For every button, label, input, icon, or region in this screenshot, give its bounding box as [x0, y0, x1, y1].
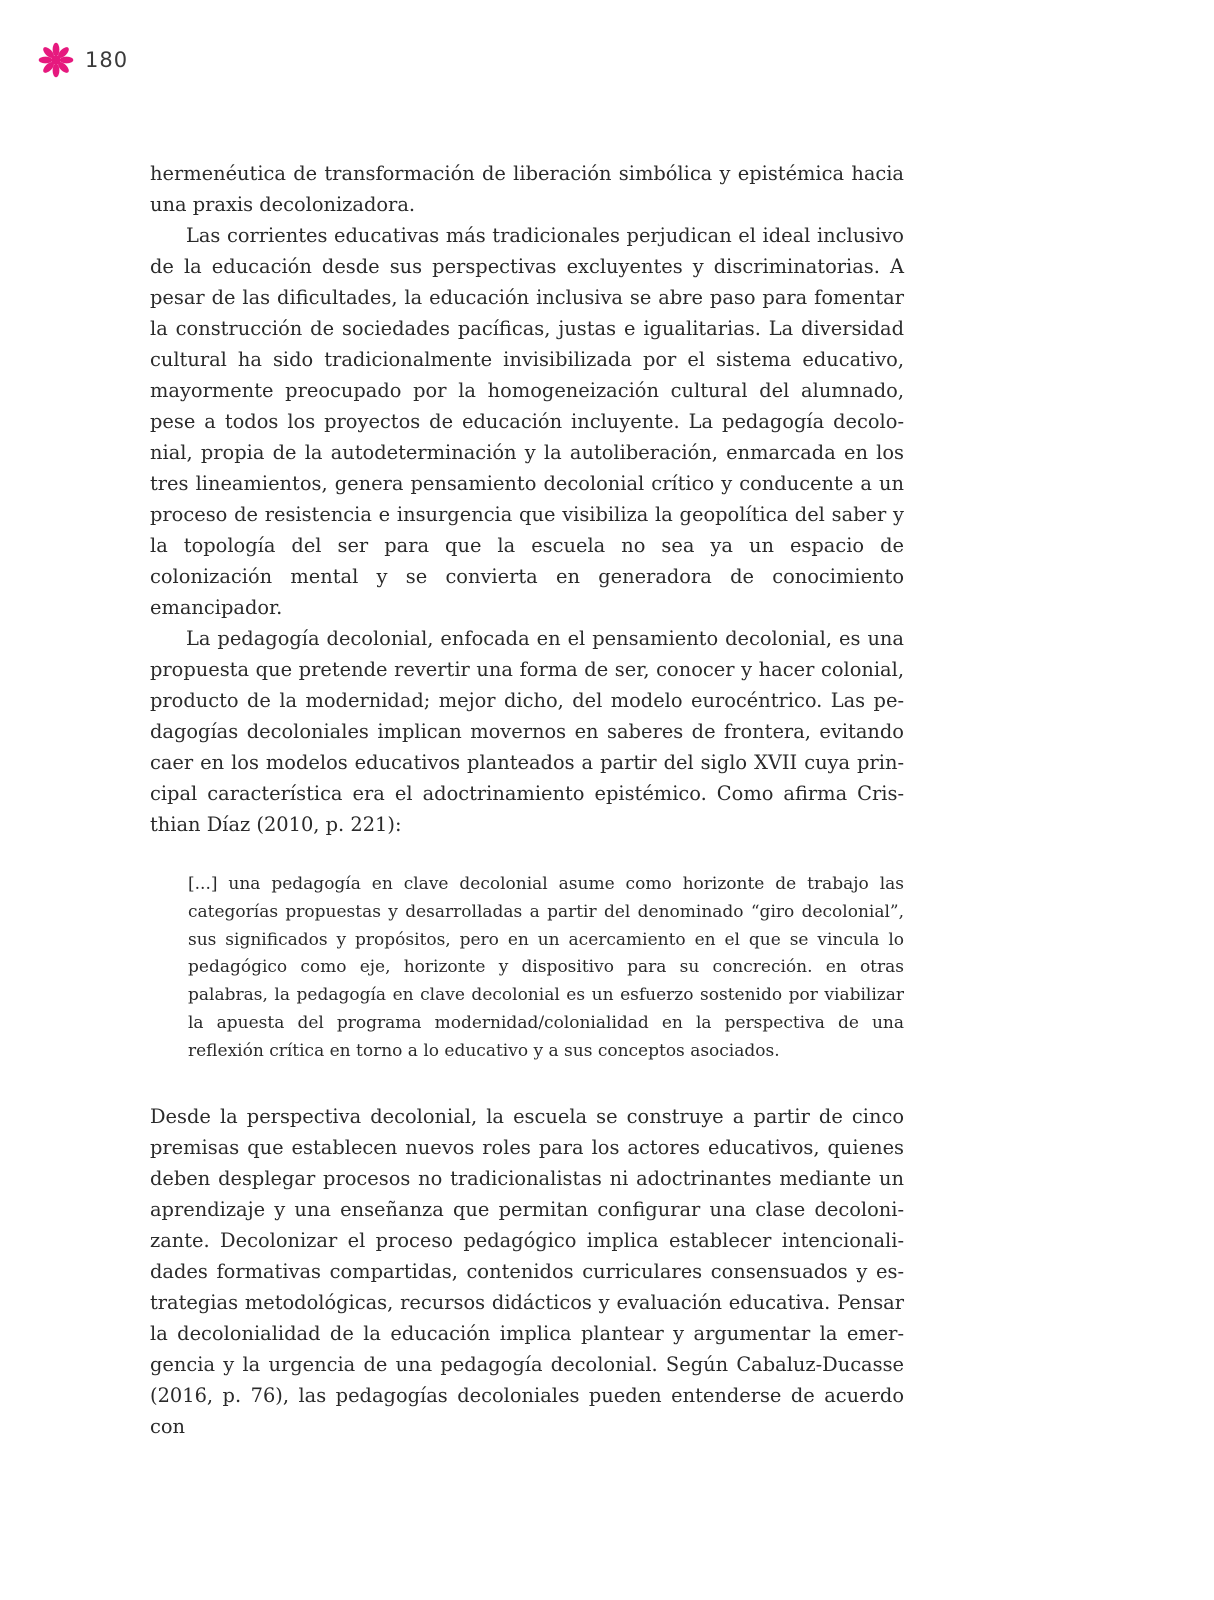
paragraph-decolonial-pedagogy: La pedagogía decolonial, enfocada en el pensamiento decolonial, es una propuesta que pretende revertir una forma de ser, conocer y hacer colonial, producto de la modernidad; mejor dicho, del modelo eurocéntrico. Las pedagogías decoloniales implican movernos en saberes de frontera, evitando caer en los modelos educativos planteados a partir del siglo XVII cuya principal característica era el adoctrinamiento epistémico. Como afirma Cristhian Díaz (2010, p. 221):	[150, 627, 904, 836]
paragraph-decolonial-school: Desde la perspectiva decolonial, la escuela se construye a partir de cinco premisas que establecen nuevos roles para los actores educativos, quienes deben desplegar procesos no tradicionalistas ni adoctrinantes mediante un aprendizaje y una enseñanza que permitan configurar una clase decolonizante. Decolonizar el proceso pedagógico implica establecer intencionalidades formativas compartidas, contenidos curriculares consensuados y estrategias metodológicas, recursos didácticos y evaluación educativa. Pensar la decolonialidad de la educación implica plantear y argumentar la emergencia y la urgencia de una pedagogía decolonial. Según Cabaluz-Ducasse (2016, p. 76), las pedagogías decoloniales pueden entenderse de acuerdo con	[150, 1104, 904, 1438]
paragraph-continuation: hermenéutica de transformación de liberación simbólica y epistémica hacia una praxis decolonizadora.	[150, 162, 904, 216]
block-quote: [...] una pedagogía en clave decolonial asume como horizonte de trabajo las categorías propuestas y desarrolladas a partir del denominado “giro decolonial”, sus significados y propósitos, pero en un acercamiento en el que se vincula lo pedagógico como eje, horizonte y dispositivo para su concreción. en otras palabras, la pedagogía en clave decolonial es un esfuerzo sostenido por viabilizar la apuesta del programa modernidad/colonialidad en la perspectiva de una reflexión crítica en torno a lo educativo y a sus conceptos asociados.	[188, 874, 904, 1061]
page-header	[38, 42, 128, 78]
page-number: 180	[85, 48, 129, 72]
asterisk-flower-icon	[38, 42, 74, 78]
page-body	[150, 158, 904, 1442]
paragraph-inclusive-education: Las corrientes educativas más tradicionales perjudican el ideal inclusivo de la educación desde sus perspectivas excluyentes y discriminatorias. A pesar de las dificultades, la educación inclusiva se abre paso para fomentar la construcción de sociedades pacíficas, justas e igualitarias. La diversidad cultural ha sido tradicionalmente invisibilizada por el sistema educativo, mayormente preocupado por la homogeneización cultural del alumnado, pese a todos los proyectos de educación incluyente. La pedagogía decolonial, propia de la autodeterminación y la autoliberación, enmarcada en los tres lineamientos, genera pensamiento decolonial crítico y conducente a un proceso de resistencia e insurgencia que visibiliza la geopolítica del saber y la topología del ser para que la escuela no sea ya un espacio de colonización mental y se convierta en generadora de conocimiento emancipador.	[150, 224, 904, 619]
